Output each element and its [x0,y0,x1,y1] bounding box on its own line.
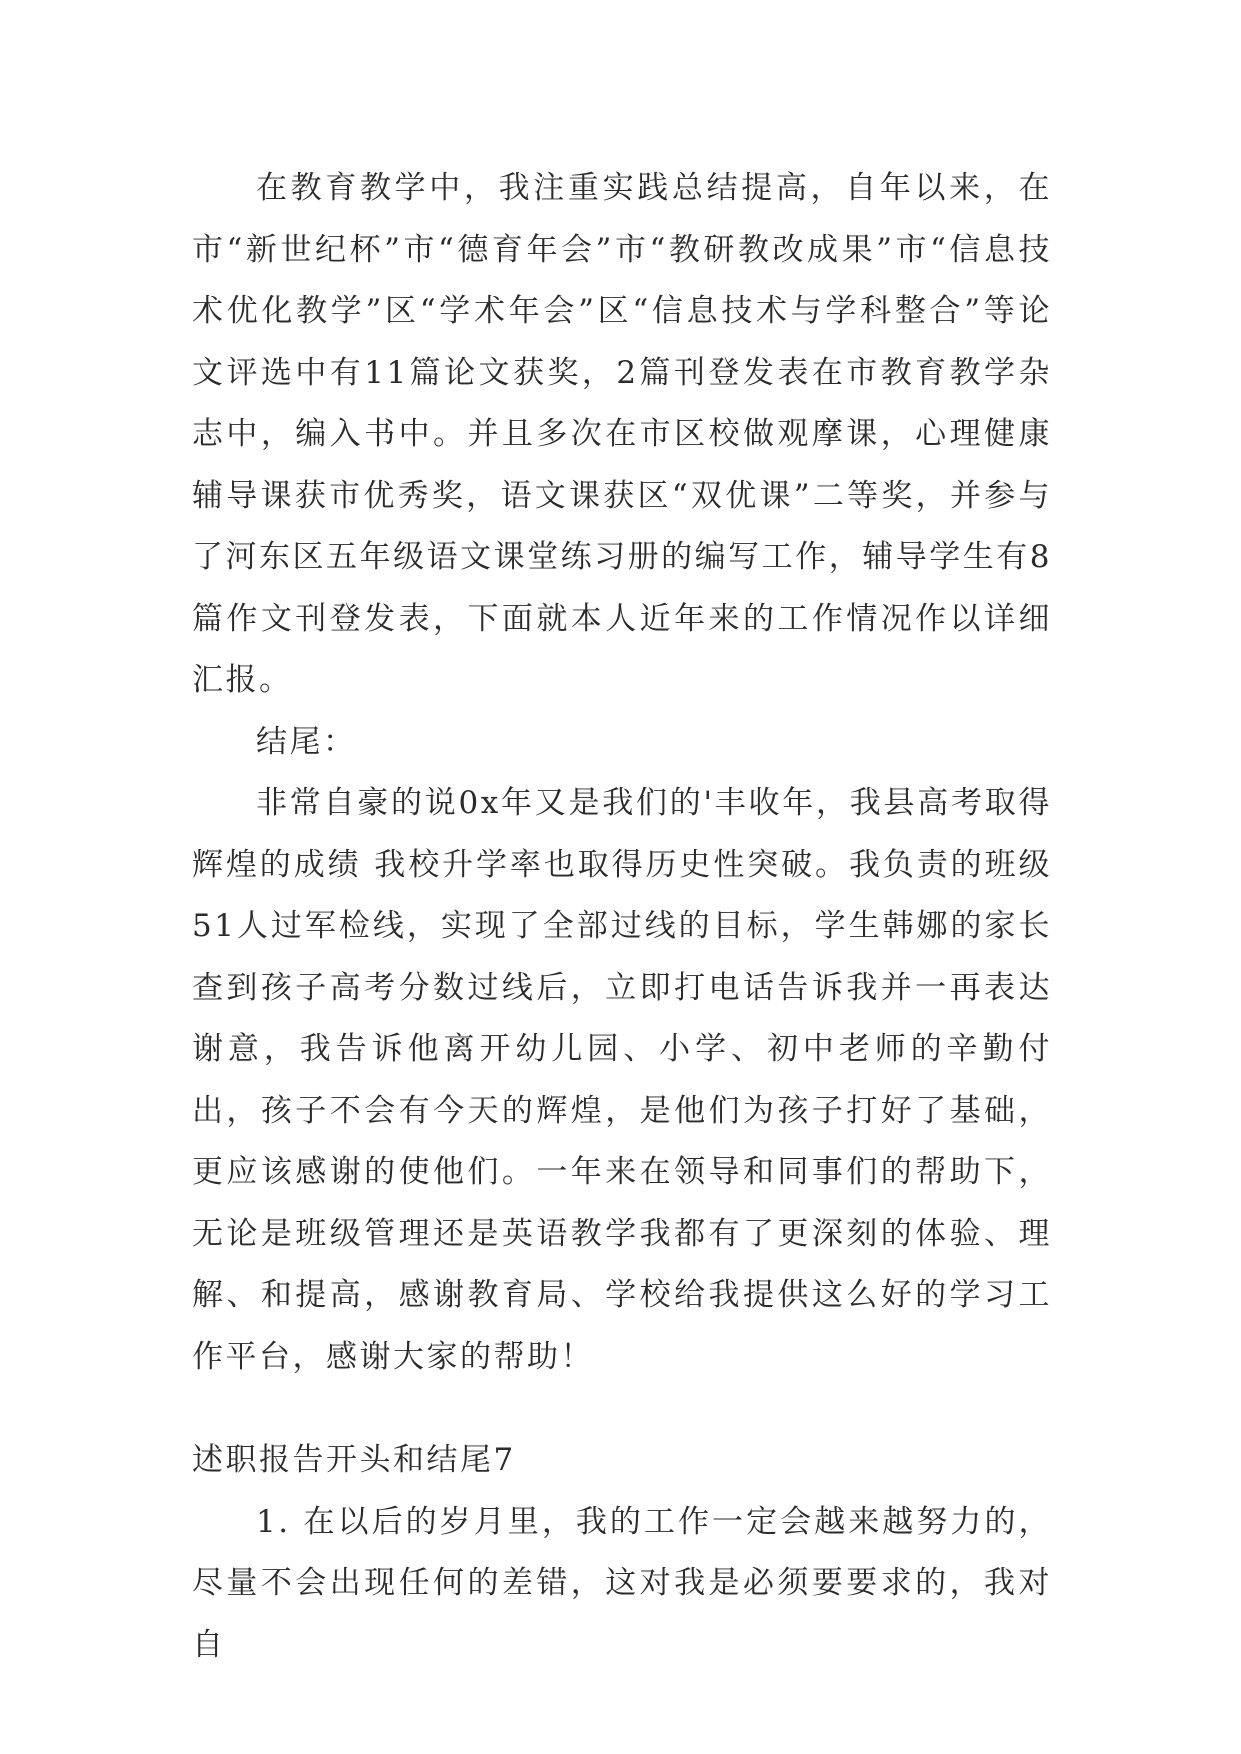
list-item-1: 1. 在以后的岁月里，我的工作一定会越来越努力的，尽量不会出现任何的差错，这对我是必须要要求的，我对自 [192,1503,1052,1663]
document-body [192,158,1052,1676]
paragraph-intro: 在教育教学中，我注重实践总结提高，自年以来，在市“新世纪杯”市“德育年会”市“教研教改成果”市“信息技术优化教学”区“学术年会”区“信息技术与学科整合”等论文评选中有11篇论文获奖，2篇刊登发表在市教育教学杂志中，编入书中。并且多次在市区校做观摩课，心理健康辅导课获市优秀奖，语文课获区“双优课”二等奖，并参与了河东区五年级语文课堂练习册的编写工作，辅导学生有8篇作文刊登发表，下面就本人近年来的工作情况作以详细汇报。 [192,170,1052,698]
paragraph-ending-label: 结尾： [256,723,357,760]
paragraph-ending: 非常自豪的说0x年又是我们的'丰收年，我县高考取得辉煌的成绩 我校升学率也取得历史性突破。我负责的班级51人过军检线，实现了全部过线的目标，学生韩娜的家长查到孩子高考分数过线后，立即打电话告诉我并一再表达谢意，我告诉他离开幼儿园、小学、初中老师的辛勤付出，孩子不会有今天的辉煌，是他们为孩子打好了基础，更应该感谢的使他们。一年来在领导和同事们的帮助下，无论是班级管理还是英语教学我都有了更深刻的体验、理解、和提高，感谢教育局、学校给我提供这么好的学习工作平台，感谢大家的帮助！ [192,785,1052,1375]
section-heading: 述职报告开头和结尾7 [192,1442,516,1478]
